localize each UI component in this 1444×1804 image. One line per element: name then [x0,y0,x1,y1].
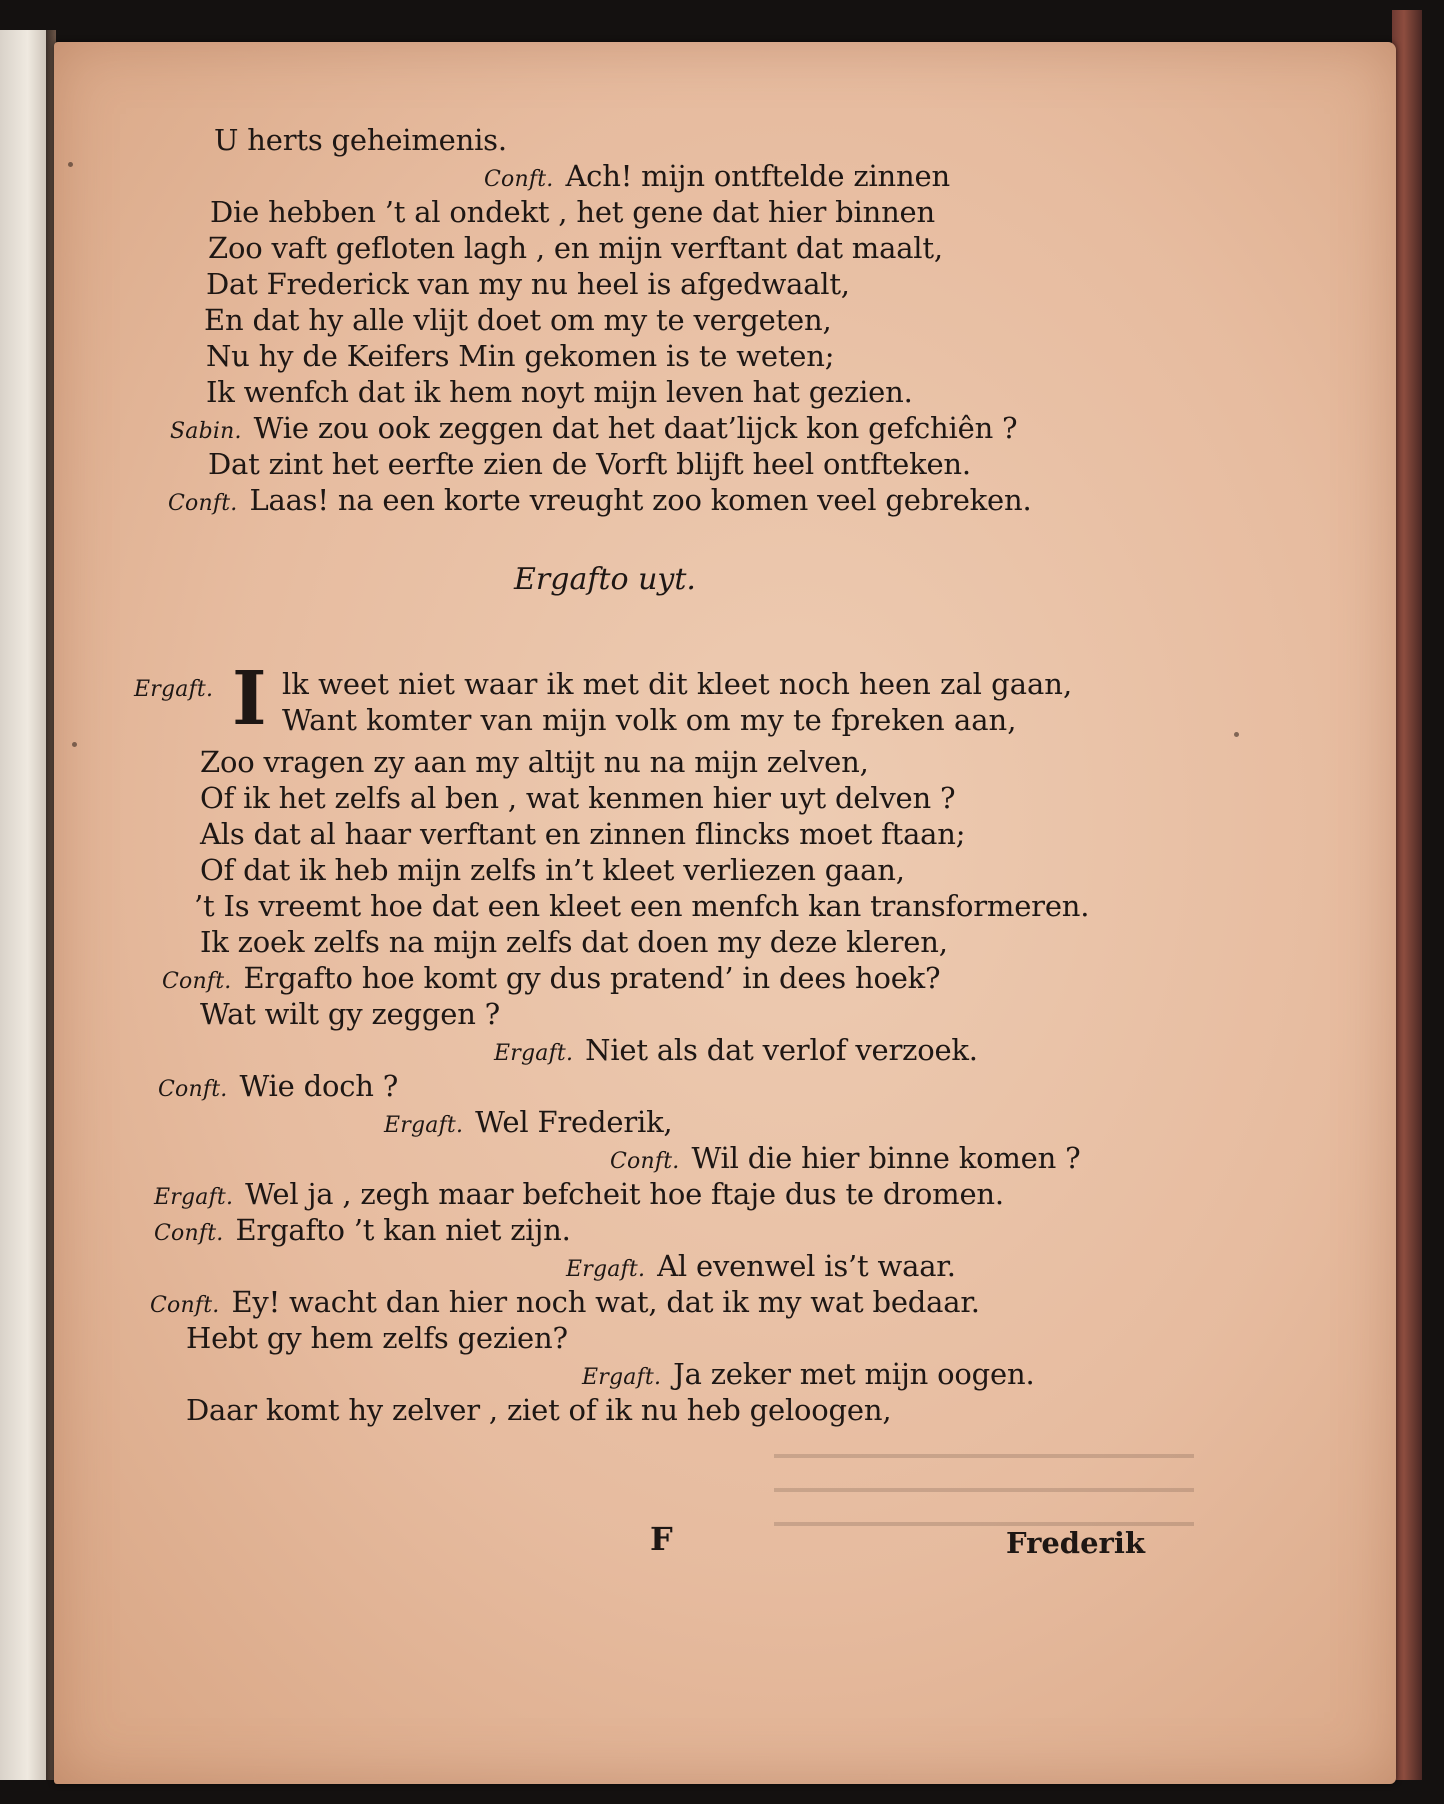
verse-line [566,1248,956,1288]
signature-mark: F [650,1520,673,1558]
book-page [54,42,1396,1784]
paper-speck [68,162,73,167]
paper-speck [72,742,77,747]
verse-line [208,446,971,486]
verse-text: Zoo vaft gefloten lagh , en mijn verftant dat maalt, [208,231,943,265]
verse-text: En dat hy alle vlijt doet om my te vergeten, [204,303,832,337]
verse-line [610,1140,1080,1180]
verse-text: Wie doch ? [239,1069,399,1103]
speaker-label: Ergaft. [566,1257,646,1282]
verse-text: Want komter van mijn volk om my te fpreken aan, [282,703,1017,737]
verse-text: Wel Frederik, [475,1105,673,1139]
verse-text: Ik zoek zelfs na mijn zelfs dat doen my deze kleren, [200,925,948,959]
speaker-label: Conft. [484,167,554,192]
speaker-label: Conft. [162,969,232,994]
verse-text: Wil die hier binne komen ? [691,1141,1081,1175]
verse-line [168,482,1032,522]
verse-line [206,266,850,306]
paper-speck [1234,732,1239,737]
verse-line [200,924,948,964]
verse-line [186,1392,891,1432]
verse-text: Dat Frederick van my nu heel is afgedwaalt, [206,267,850,301]
verse-line [210,194,935,234]
speaker-label: Ergaft. [154,1185,234,1210]
verse-line [162,960,940,1000]
verse-text: Hebt gy hem zelfs gezien? [186,1321,568,1355]
speaker-label: Ergaft. [494,1041,574,1066]
verse-text: Wel ja , zegh maar befcheit hoe ftaje dus te dromen. [245,1177,1004,1211]
verse-text: Dat zint het eerfte zien de Vorft blijft heel ontfteken. [208,447,971,481]
speaker-label: Ergaft. [384,1113,464,1138]
speaker-label: Ergaft. [134,677,214,702]
verse-line [200,996,500,1036]
book-cover-edge [1392,10,1422,1780]
verse-text: Als dat al haar verftant en zinnen flincks moet ftaan; [200,817,966,851]
verse-text: Wat wilt gy zeggen ? [200,997,501,1031]
verse-line [200,852,905,892]
verse-text: Ik wenfch dat ik hem noyt mijn leven hat gezien. [206,375,913,409]
speaker-label: Conft. [610,1149,680,1174]
verse-text: Ergafto ’t kan niet zijn. [235,1213,571,1247]
scene-heading: Ergafto uyt. [514,562,696,597]
verse-text: Die hebben ’t al ondekt , het gene dat hier binnen [210,195,935,229]
verse-line [200,744,869,784]
verse-line [186,1320,568,1360]
speaker-label: Sabin. [170,419,242,444]
verse-text: lk weet niet waar ik met dit kleet noch heen zal gaan, [282,667,1073,701]
catchword: Frederik [1006,1526,1145,1560]
verse-text: Ja zeker met mijn oogen. [673,1357,1035,1391]
verse-line [150,1284,980,1324]
verse-line [154,1176,1004,1216]
speaker-label: Ergaft. [582,1365,662,1390]
verse-line [214,122,507,162]
verse-line [158,1068,398,1108]
speaker-label: Conft. [158,1077,228,1102]
verse-line [582,1356,1034,1396]
verse-text: Niet als dat verlof verzoek. [585,1033,978,1067]
drop-capital: I [232,656,267,742]
verse-line [154,1212,571,1252]
facing-page-edge [0,30,46,1780]
verse-text: Of dat ik heb mijn zelfs in’t kleet verliezen gaan, [200,853,905,887]
verse-text: Ey! wacht dan hier noch wat, dat ik my wat bedaar. [231,1285,980,1319]
verse-text: Nu hy de Keifers Min gekomen is te weten; [206,339,835,373]
verse-line [200,780,955,820]
verse-line [200,816,965,856]
verse-text: ’t Is vreemt hoe dat een kleet een menfch kan transformeren. [194,889,1090,923]
verse-line [494,1032,978,1072]
verse-text: Of ik het zelfs al ben , wat kenmen hier uyt delven ? [200,781,956,815]
speaker-label: Conft. [168,491,238,516]
verse-line [206,338,834,378]
verse-line [194,888,1089,928]
verse-text: Zoo vragen zy aan my altijt nu na mijn zelven, [200,745,869,779]
verse-text: U herts geheimenis. [214,123,507,157]
verse-text: Al evenwel is’t waar. [657,1249,956,1283]
verse-line [384,1104,672,1144]
verse-text: Laas! na een korte vreught zoo komen veel gebreken. [249,483,1032,517]
verse-line [208,230,943,270]
verse-line [484,158,950,198]
verse-text: Daar komt hy zelver , ziet of ik nu heb geloogen, [186,1393,892,1427]
verse-text: Ach! mijn ontftelde zinnen [565,159,950,193]
speaker-label: Conft. [154,1221,224,1246]
verse-line [204,302,832,342]
verse-line [170,410,1017,450]
verse-text: Wie zou ook zeggen dat het daat’lijck kon gefchiên ? [253,411,1018,445]
verse-line [206,374,913,414]
verse-text: Ergafto hoe komt gy dus pratend’ in dees hoek? [243,961,941,995]
speaker-label: Conft. [150,1293,220,1318]
